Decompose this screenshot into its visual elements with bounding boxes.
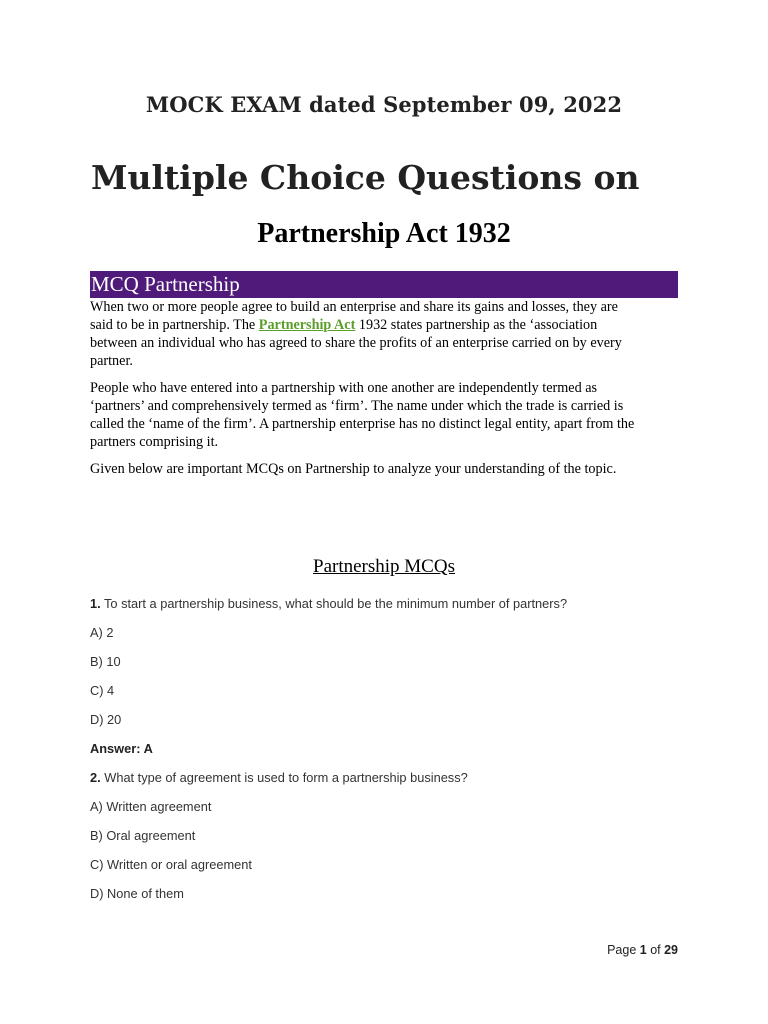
page-total: 29 [664,943,678,957]
sub-title: Partnership Act 1932 [257,218,511,249]
page-footer [607,943,678,957]
main-title: Multiple Choice Questions on [91,158,640,197]
question-2 [90,770,468,785]
intro-paragraph-3 [90,460,682,478]
answer-1 [90,741,153,756]
option-d: D) 20 [90,712,122,727]
answer-text: Answer: A [90,741,153,756]
question-1 [90,596,567,611]
option-a: A) Written agreement [90,799,212,814]
intro-paragraph-2 [90,379,682,451]
mock-exam-title: MOCK EXAM dated September 09, 2022 [145,92,623,117]
paragraph-line: People who have entered into a partnership with one another are independently termed as [90,380,598,396]
section-heading-bar: MCQ Partnership [90,271,678,298]
question-text: To start a partnership business, what should be the minimum number of partners? [100,596,568,611]
option-d: D) None of them [90,886,184,901]
question-number: 1. [90,596,101,611]
option-b: B) Oral agreement [90,828,196,843]
page-word: Page [607,943,640,957]
option-c: C) Written or oral agreement [90,857,252,872]
paragraph-line [90,316,682,334]
paragraph-line: When two or more people agree to build an enterprise and share its gains and losses, they are [90,299,618,315]
mcq-section-heading [0,556,768,578]
paragraph-text: 1932 states partnership as the ‘association [355,317,598,333]
question-text: What type of agreement is used to form a partnership business? [100,770,468,785]
option-a: A) 2 [90,625,114,640]
paragraph-line: partner. [90,353,133,369]
paragraph-line: Given below are important MCQs on Partnership to analyze your understanding of the topic. [90,461,617,477]
paragraph-line: ‘partners’ and comprehensively termed as ‘firm’. The name under which the trade is carried is [90,398,624,414]
intro-paragraph-1 [90,298,682,370]
of-word: of [646,943,665,957]
question-number: 2. [90,770,101,785]
option-b: B) 10 [90,654,121,669]
paragraph-line: partners comprising it. [90,434,219,450]
partnership-act-link[interactable]: Partnership Act [258,317,356,333]
option-c: C) 4 [90,683,115,698]
paragraph-line: between an individual who has agreed to share the profits of an enterprise carried on by every [90,335,622,351]
paragraph-text: said to be in partnership. The [90,317,259,333]
page-number: 1 [639,943,647,957]
mcq-heading-text: Partnership MCQs [313,556,455,577]
paragraph-line: called the ‘name of the firm’. A partnership enterprise has no distinct legal entity, apart from the [90,416,635,432]
